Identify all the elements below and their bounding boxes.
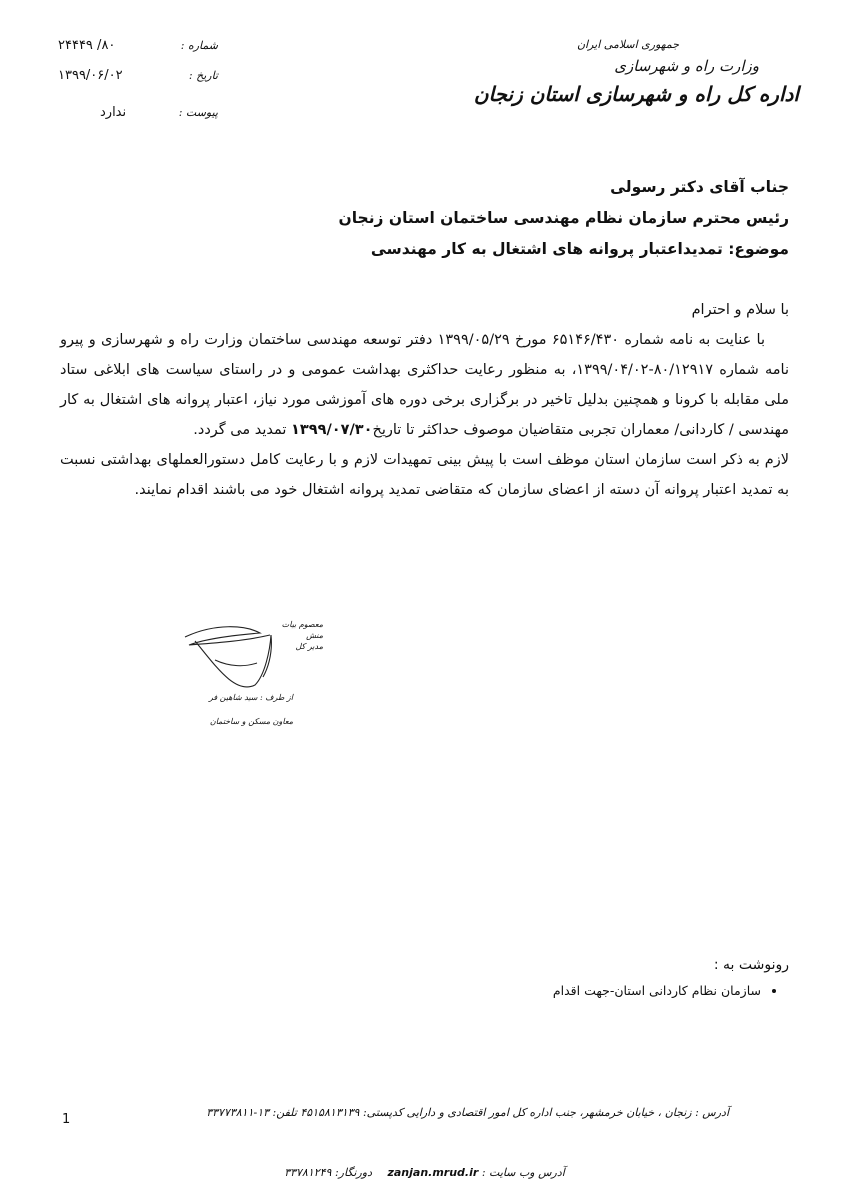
letter-number-row: [58, 38, 218, 53]
recipient-name: جناب آقای دکتر رسولی: [610, 178, 789, 196]
website-link[interactable]: zanjan.mrud.ir: [387, 1166, 479, 1179]
signer-name: معصوم بیات منش: [281, 620, 323, 640]
attachment-label: پیوست :: [178, 106, 218, 119]
ministry-title: وزارت راه و شهرسازی: [614, 57, 759, 75]
cc-item: • سازمان نظام کاردانی استان-جهت اقدام: [553, 980, 761, 1002]
extension-date: ۱۳۹۹/۰۷/۳۰: [291, 422, 373, 438]
footer-website: [0, 1166, 849, 1179]
letter-body: [60, 295, 789, 505]
page-number: 1: [62, 1112, 71, 1127]
attachment-value: ندارد: [100, 105, 127, 120]
cc-list: [553, 980, 789, 1002]
recipient-title: رئیس محترم سازمان نظام مهندسی ساختمان استان زنجان: [338, 209, 789, 227]
paragraph-1: [60, 325, 789, 445]
subject-line: موضوع: تمدیداعتبار پروانه های اشتغال به کار مهندسی: [370, 240, 789, 258]
letterhead: [474, 36, 799, 110]
number-value: ۸۰/ ۲۴۴۴۹: [58, 38, 116, 53]
website-label: آدرس وب سایت :: [481, 1166, 565, 1179]
attachment-row: [100, 105, 218, 120]
cc-title: رونوشت به :: [713, 957, 789, 973]
drafted-role: معاون مسکن و ساختمان: [209, 717, 293, 726]
office-title: اداره کل راه و شهرسازی استان زنجان: [473, 82, 799, 106]
date-value: ۱۳۹۹/۰۶/۰۲: [58, 68, 123, 83]
signer-role: مدیر کل: [295, 642, 323, 651]
signature: [175, 615, 345, 745]
paragraph-1-end: تمدید می گردد.: [193, 422, 292, 438]
recipient-block: [338, 172, 789, 265]
number-label: شماره :: [180, 39, 218, 52]
footer-address: آدرس : زنجان ، خیابان خرمشهر، جنب اداره کل امور اقتصادی و دارایی کدپستی: ۴۵۱۵۸۱۳۱۳۹ تلفن: ۱۳-۳۳۷۷۳۸۱۱: [206, 1106, 729, 1119]
paragraph-1-text: با عنایت به نامه شماره ۶۵۱۴۶/۴۳۰ مورخ ۱۳۹۹/۰۵/۲۹ دفتر توسعه مهندسی ساختمان وزارت راه و شهرسازی و پیرو نامه شماره ۸۰/۱۲۹۱۷-۱۳۹۹/۰۴/۰۲، به منظور رعایت حداکثری بهداشت عمومی و در راستای سیاست های ابلاغی ستاد ملی مقابله با کرونا و همچنین بدلیل تاخیر در برگزاری برخی دوره های آموزشی مورد نیاز، اعتبار پروانه های اشتغال به کار مهندسی / کاردانی/ معماران تجربی متقاضیان موصوف حداکثر تا تاریخ: [60, 332, 789, 438]
cc-block: [553, 950, 789, 1002]
date-label: تاریخ :: [188, 69, 218, 82]
letter-date-row: [58, 68, 218, 83]
fax-number: دورنگار: ۳۳۷۸۱۲۴۹: [284, 1166, 372, 1179]
republic-title: جمهوری اسلامی ایران: [576, 38, 679, 51]
paragraph-2: لازم به ذکر است سازمان استان موظف است با پیش بینی تمهیدات لازم و با رعایت کامل دستورالعملهای بهداشتی نسبت به تمدید اعتبار پروانه آن دسته از اعضای سازمان که متقاضی تمدید پروانه اشتغال خود می باشند اقدام نمایند.: [60, 452, 789, 498]
greeting: با سلام و احترام: [691, 302, 789, 318]
drafted-by: از طرف : سید شاهین فر: [209, 693, 293, 702]
